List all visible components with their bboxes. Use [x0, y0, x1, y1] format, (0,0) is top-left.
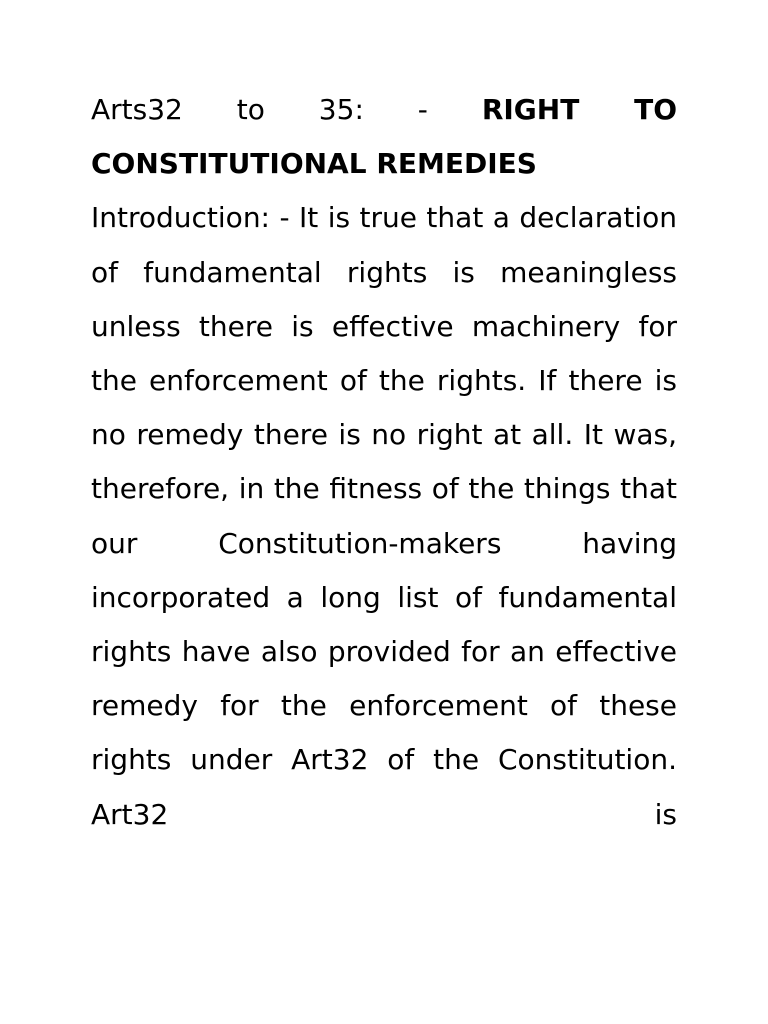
section-heading [91, 83, 677, 191]
heading-article-reference: Arts32 to 35: - [91, 93, 482, 126]
heading-title: RIGHT TO CONSTITUTIONAL REMEDIES [91, 93, 677, 181]
document-page [91, 83, 677, 842]
body-paragraph: Introduction: - It is true that a declaration of fundamental rights is meaningless unless there is effective machinery for the enforcement of the rights. If there is no remedy there is no right at all. It was, therefore, in the fitness of the things that our Constitution-makers having incorporated a long list of fundamental rights have also provided for an effective remedy for the enforcement of these rights under Art32 of the Constitution. Art32 is [91, 201, 677, 831]
